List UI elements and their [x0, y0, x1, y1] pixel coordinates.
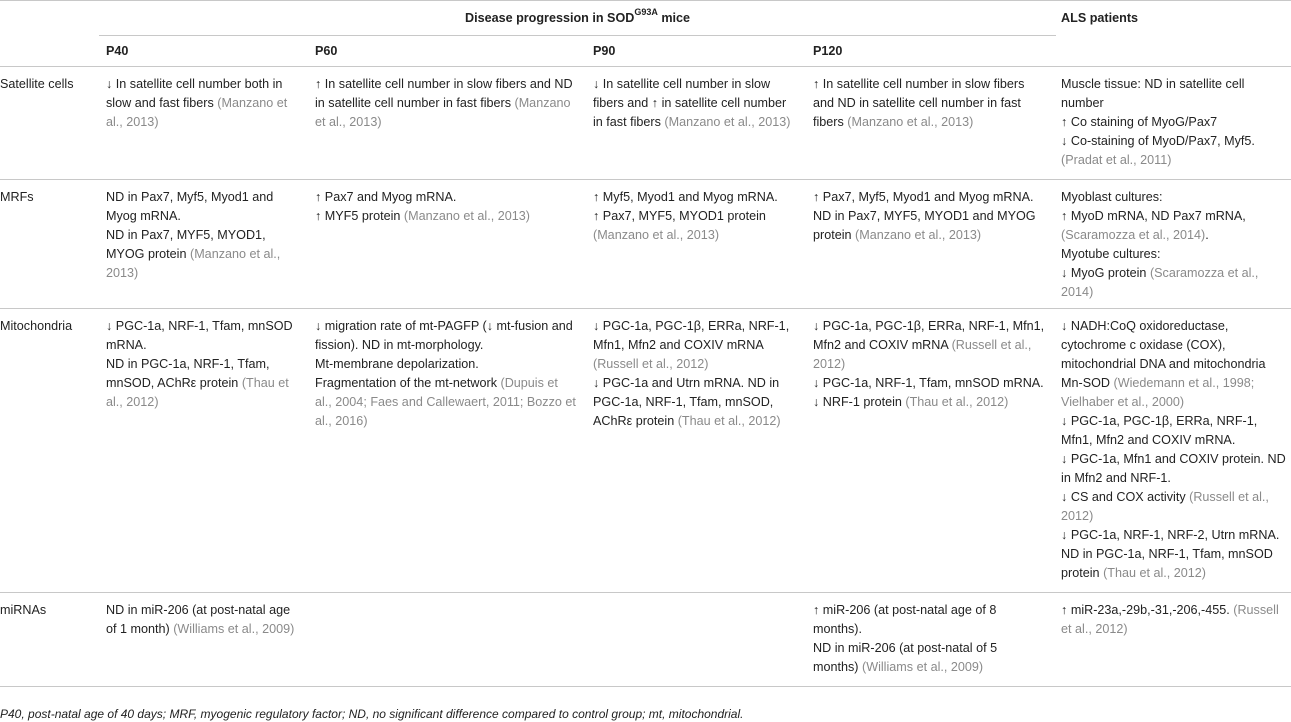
cell-line	[1061, 75, 1289, 113]
cell-line	[315, 355, 576, 374]
cell-line	[106, 601, 298, 639]
cell-text: ↓ PGC-1a, NRF-1, Tfam, mnSOD mRNA.	[106, 319, 293, 352]
cell-line	[593, 374, 796, 431]
cell-text: ↓ In satellite cell number in slow fibers and ↑ in satellite cell number in fast fibers	[593, 77, 787, 129]
cell-text: ↓ PGC-1a, PGC-1β, ERRa, NRF-1, Mfn1, Mfn2 and COXIV mRNA	[813, 319, 1045, 352]
cell-line	[593, 75, 796, 132]
cell-line	[106, 226, 298, 283]
citation: (Manzano et al., 2013)	[315, 96, 571, 129]
cell-p120	[806, 67, 1056, 180]
citation: (Thau et al., 2012)	[106, 376, 289, 409]
cell-line	[106, 317, 298, 355]
cell-text: ↓ PGC-1a and Utrn mRNA. ND in PGC-1a, NRF-1, Tfam, mnSOD, AChRε protein	[593, 376, 780, 428]
stage-header-p120: P120	[806, 36, 1056, 67]
cell-line	[813, 601, 1046, 639]
cell-line	[1061, 207, 1289, 245]
cell-p90	[586, 67, 806, 180]
cell-line	[106, 188, 298, 226]
cell-p40	[99, 593, 308, 687]
cell-text: ↓ MyoG protein	[1061, 266, 1150, 280]
cell-text: ↑ Co staining of MyoG/Pax7	[1061, 115, 1218, 129]
cell-p60	[308, 309, 586, 593]
cell-text: ↓ PGC-1a, PGC-1β, ERRa, NRF-1, Mfn1, Mfn2 and COXIV mRNA.	[1061, 414, 1258, 447]
progression-sup: G93A	[634, 7, 658, 18]
cell-text: ↑ In satellite cell number in slow fibers and ND in satellite cell number in fast fibers	[813, 77, 1025, 129]
header-row-stages	[0, 36, 1291, 67]
cell-line	[1061, 132, 1289, 170]
cell-p120	[806, 593, 1056, 687]
cell-text: Mt-membrane depolarization.	[315, 357, 479, 371]
cell-text: ↑ Pax7 and Myog mRNA.	[315, 190, 457, 204]
table-footnote: P40, post-natal age of 40 days; MRF, myogenic regulatory factor; ND, no significant difference compared to control group; mt, mitochondrial.	[0, 707, 744, 721]
cell-text: ND in miR-206 (at post-natal of 5 months)	[813, 641, 998, 674]
cell-text: ↑ miR-206 (at post-natal age of 8 months).	[813, 603, 997, 636]
cell-text: ↑ Pax7, Myf5, Myod1 and Myog mRNA.	[813, 190, 1034, 204]
table-row	[0, 67, 1291, 180]
cell-text: ↓ PGC-1a, Mfn1 and COXIV protein. ND in Mfn2 and NRF-1.	[1061, 452, 1286, 485]
cell-line	[315, 75, 576, 132]
cell-p90	[586, 180, 806, 309]
cell-text: ↑ In satellite cell number in slow fibers and ND in satellite cell number in fast fibers	[315, 77, 573, 110]
cell-text: ↑ MyoD mRNA, ND Pax7 mRNA,	[1061, 209, 1246, 223]
cell-line	[1061, 264, 1289, 302]
citation: (Dupuis et al., 2004; Faes and Callewaert, 2011; Bozzo et al., 2016)	[315, 376, 576, 428]
cell-text: ND in miR-206 (at post-natal age of 1 month)	[106, 603, 291, 636]
cell-line	[593, 188, 796, 207]
cell-line	[1061, 450, 1289, 488]
cell-p90	[586, 593, 806, 687]
stub-header-empty-2	[0, 36, 99, 67]
header-row-progression	[0, 1, 1291, 36]
cell-als	[1056, 67, 1291, 180]
row-label: Mitochondria	[0, 309, 99, 593]
cell-p90	[586, 309, 806, 593]
cell-line	[1061, 601, 1289, 639]
citation: (Russell et al., 2012)	[593, 357, 709, 371]
citation: (Manzano et al., 2013)	[106, 247, 281, 280]
cell-line	[1061, 113, 1289, 132]
cell-p40	[99, 309, 308, 593]
cell-text: ↓ Co-staining of MyoD/Pax7, Myf5.	[1061, 134, 1255, 148]
cell-p120	[806, 180, 1056, 309]
cell-text: ↓ PGC-1a, PGC-1β, ERRa, NRF-1, Mfn1, Mfn2 and COXIV mRNA	[593, 319, 790, 352]
cell-line	[106, 75, 298, 132]
cell-line	[1061, 317, 1289, 412]
cell-als	[1056, 180, 1291, 309]
cell-text-suffix: .	[1205, 228, 1209, 242]
cell-line	[1061, 526, 1289, 583]
cell-text: ↓ In satellite cell number both in slow and fast fibers	[106, 77, 283, 110]
cell-text: ND in Pax7, MYF5, MYOD1, MYOG protein	[106, 228, 266, 261]
row-label: miRNAs	[0, 593, 99, 687]
cell-line	[1061, 245, 1289, 264]
cell-line	[1061, 488, 1289, 526]
citation: (Manzano et al., 2013)	[847, 115, 974, 129]
cell-text: Muscle tissue: ND in satellite cell number	[1061, 77, 1245, 110]
cell-line	[593, 207, 796, 245]
citation: (Manzano et al., 2013)	[593, 228, 720, 242]
row-label: Satellite cells	[0, 67, 99, 180]
cell-text: ND in Pax7, Myf5, Myod1 and Myog mRNA.	[106, 190, 274, 223]
progression-prefix: Disease progression in SOD	[464, 10, 635, 25]
citation: (Williams et al., 2009)	[173, 622, 295, 636]
cell-p60	[308, 593, 586, 687]
cell-text: ↓ CS and COX activity	[1061, 490, 1190, 504]
citation: (Manzano et al., 2013)	[855, 228, 982, 242]
citation: (Manzano et al., 2013)	[403, 209, 530, 223]
cell-p60	[308, 67, 586, 180]
citation: (Manzano et al., 2013)	[106, 96, 288, 129]
table-row	[0, 309, 1291, 593]
stub-header-empty	[0, 1, 99, 36]
cell-text: ↓ PGC-1a, NRF-1, NRF-2, Utrn mRNA. ND in PGC-1a, NRF-1, Tfam, mnSOD protein	[1061, 528, 1280, 580]
cell-line	[813, 207, 1046, 245]
cell-text: ↑ MYF5 protein	[315, 209, 404, 223]
citation: (Scaramozza et al., 2014)	[1061, 228, 1206, 242]
citation: (Russell et al., 2012)	[1061, 603, 1279, 636]
citation: (Wiedemann et al., 1998; Vielhaber et al., 2000)	[1061, 376, 1255, 409]
cell-text: ND in Pax7, MYF5, MYOD1 and MYOG protein	[813, 209, 1036, 242]
cell-als	[1056, 309, 1291, 593]
cell-line	[315, 317, 576, 355]
cell-als	[1056, 593, 1291, 687]
als-header: ALS patients	[1056, 1, 1291, 36]
cell-text: ↑ miR-23a,-29b,-31,-206,-455.	[1061, 603, 1234, 617]
cell-p40	[99, 67, 308, 180]
cell-text: ↓ PGC-1a, NRF-1, Tfam, mnSOD mRNA.	[813, 376, 1044, 390]
citation: (Manzano et al., 2013)	[664, 115, 791, 129]
cell-text: ND in PGC-1a, NRF-1, Tfam, mnSOD, AChRε protein	[106, 357, 270, 390]
cell-line	[813, 374, 1046, 393]
cell-line	[813, 317, 1046, 374]
cell-text: ↓ NADH:CoQ oxidoreductase, cytochrome c oxidase (COX), mitochondrial DNA and mitochondria Mn-SOD	[1061, 319, 1266, 390]
cell-text: ↑ Myf5, Myod1 and Myog mRNA.	[593, 190, 778, 204]
citation: (Pradat et al., 2011)	[1061, 153, 1172, 167]
table-row	[0, 593, 1291, 687]
citation: (Russell et al., 2012)	[1061, 490, 1269, 523]
cell-p40	[99, 180, 308, 309]
progression-header	[99, 1, 1056, 36]
citation: (Thau et al., 2012)	[905, 395, 1009, 409]
cell-line	[315, 374, 576, 431]
cell-line	[315, 207, 576, 226]
cell-line	[1061, 412, 1289, 450]
cell-line	[593, 317, 796, 374]
cell-text: Myoblast cultures:	[1061, 190, 1163, 204]
citation: (Thau et al., 2012)	[677, 414, 781, 428]
cell-text: Myotube cultures:	[1061, 247, 1161, 261]
citation: (Scaramozza et al., 2014)	[1061, 266, 1259, 299]
cell-line	[1061, 188, 1289, 207]
cell-text: ↑ Pax7, MYF5, MYOD1 protein	[593, 209, 766, 223]
row-label: MRFs	[0, 180, 99, 309]
stage-header-p40: P40	[99, 36, 308, 67]
citation: (Thau et al., 2012)	[1103, 566, 1206, 580]
cell-p120	[806, 309, 1056, 593]
cell-line	[813, 639, 1046, 677]
cell-line	[813, 75, 1046, 132]
cell-line	[813, 393, 1046, 412]
cell-text: ↓ migration rate of mt-PAGFP (↓ mt-fusion and fission). ND in mt-morphology.	[315, 319, 573, 352]
citation: (Williams et al., 2009)	[862, 660, 984, 674]
cell-line	[315, 188, 576, 207]
table-row	[0, 180, 1291, 309]
cell-text: Fragmentation of the mt-network	[315, 376, 501, 390]
cell-text: ↓ NRF-1 protein	[813, 395, 906, 409]
stage-header-p90: P90	[586, 36, 806, 67]
als-stage-empty	[1056, 36, 1291, 67]
cell-line	[106, 355, 298, 412]
cell-p60	[308, 180, 586, 309]
cell-line	[813, 188, 1046, 207]
stage-header-p60: P60	[308, 36, 586, 67]
citation: (Russell et al., 2012)	[813, 338, 1032, 371]
progression-suffix: mice	[657, 10, 691, 25]
